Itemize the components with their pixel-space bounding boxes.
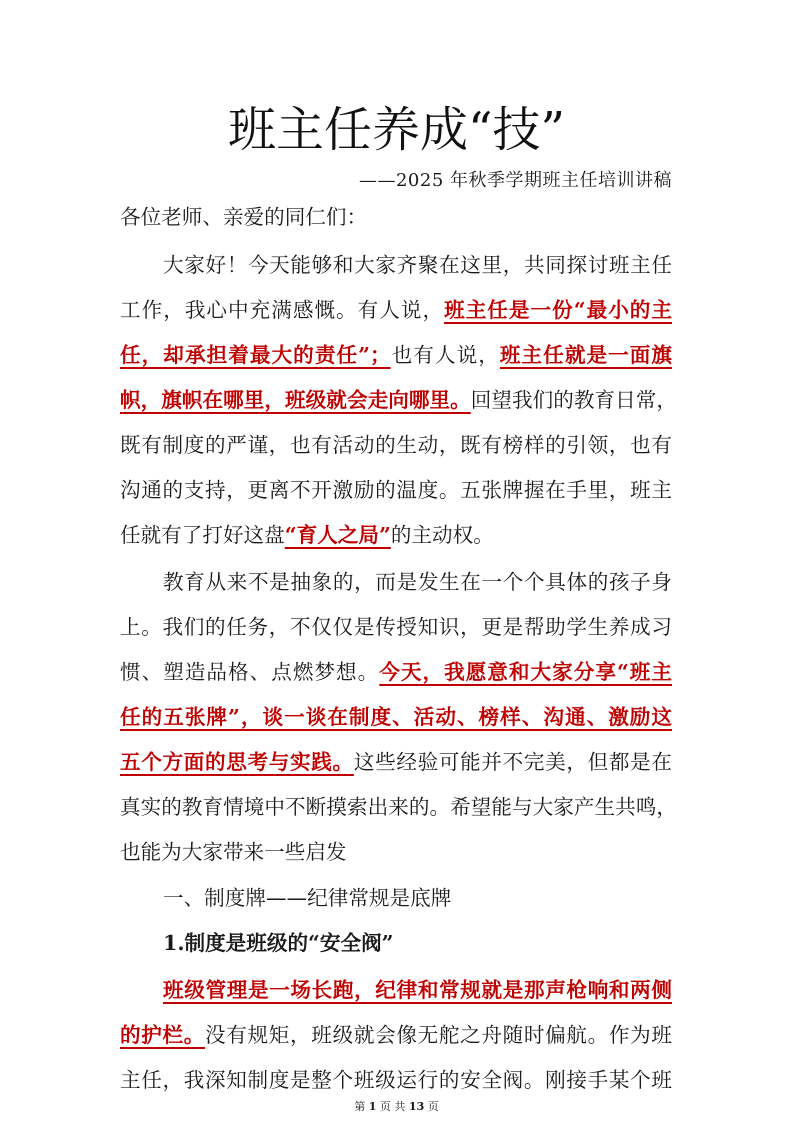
text-line: [120, 468, 672, 513]
text-line: [120, 288, 672, 333]
footer-page-middle: 页 共: [379, 1100, 406, 1113]
text-line: [120, 1058, 672, 1103]
emphasis-segment: 的护栏。: [120, 1022, 206, 1047]
emphasis-segment: 帜，旗帜在哪里，班级就会走向哪里。: [120, 387, 471, 412]
text-line: [163, 560, 672, 605]
emphasis-segment: 班主任就是一面旗: [499, 342, 673, 367]
text-segment: 上。我们的任务，不仅仅是传授知识，更是帮助学生养成习: [120, 614, 672, 639]
text-segment: 也有人说，: [390, 342, 500, 367]
text-segment: 这些经验可能并不完美，但都是在: [353, 749, 673, 774]
salutation: 各位老师、亲爱的同仁们：: [120, 204, 368, 229]
document-title: 班主任养成“技”: [227, 102, 566, 158]
text-line: [120, 513, 494, 558]
text-line: [120, 650, 672, 695]
footer-page-number: 1: [368, 1100, 377, 1113]
text-line: [120, 740, 672, 785]
text-segment: 没有规矩，班级就会像无舵之舟随时偏航。作为班: [205, 1022, 673, 1047]
text-segment: 任就有了打好这盘: [120, 522, 285, 547]
text-segment: 真实的教育情境中不断摸索出来的。希望能与大家产生共鸣，: [120, 794, 677, 819]
emphasis-segment: “育人之局”: [284, 522, 391, 547]
emphasis-segment: 五个方面的思考与实践。: [120, 749, 354, 774]
document-subtitle: ——2025 年秋季学期班主任培训讲稿: [358, 170, 672, 191]
text-line: [120, 423, 672, 468]
text-line: [120, 785, 677, 830]
text-line: [120, 695, 672, 740]
footer-total-pages: 13: [408, 1100, 425, 1113]
text-segment: 惯、塑造品格、点燃梦想。: [120, 659, 380, 684]
text-segment: 大家好！今天能够和大家齐聚在这里，共同探讨班主任: [163, 252, 672, 277]
text-segment: 的主动权。: [390, 522, 494, 547]
text-segment: 教育从来不是抽象的，而是发生在一个个具体的孩子身: [163, 569, 672, 594]
text-line: [120, 830, 347, 875]
text-segment: 回望我们的教育日常，: [470, 387, 678, 412]
text-line: [120, 1013, 672, 1058]
text-line: [163, 243, 672, 288]
text-line: [163, 968, 672, 1013]
text-line: [120, 605, 672, 650]
footer-page-prefix: 第: [354, 1100, 366, 1113]
section-heading: 一、制度牌——纪律常规是底牌: [163, 885, 452, 910]
page-footer: [0, 1099, 793, 1115]
emphasis-segment: 任的五张牌”，谈一谈在制度、活动、榜样、沟通、激励这: [120, 704, 672, 729]
text-segment: 也能为大家带来一些启发: [120, 839, 347, 864]
footer-page-suffix: 页: [427, 1100, 439, 1113]
text-line: [120, 378, 677, 423]
text-segment: 沟通的支持，更离不开激励的温度。五张牌握在手里，班主: [120, 477, 672, 502]
emphasis-segment: 班级管理是一场长跑，纪律和常规就是那声枪响和两侧: [163, 977, 672, 1002]
emphasis-segment: 今天，我愿意和大家分享“班主: [379, 659, 672, 684]
emphasis-segment: 任，却承担着最大的责任”；: [120, 342, 391, 367]
text-segment: 主任，我深知制度是整个班级运行的安全阀。刚接手某个班: [120, 1067, 672, 1092]
text-segment: 既有制度的严谨，也有活动的生动，既有榜样的引领，也有: [120, 432, 672, 457]
text-line: [120, 333, 672, 378]
subsection-heading: 1.制度是班级的“安全阀”: [163, 930, 394, 955]
text-segment: 工作，我心中充满感慨。有人说，: [120, 297, 445, 322]
emphasis-segment: 班主任是一份“最小的主: [444, 297, 672, 322]
